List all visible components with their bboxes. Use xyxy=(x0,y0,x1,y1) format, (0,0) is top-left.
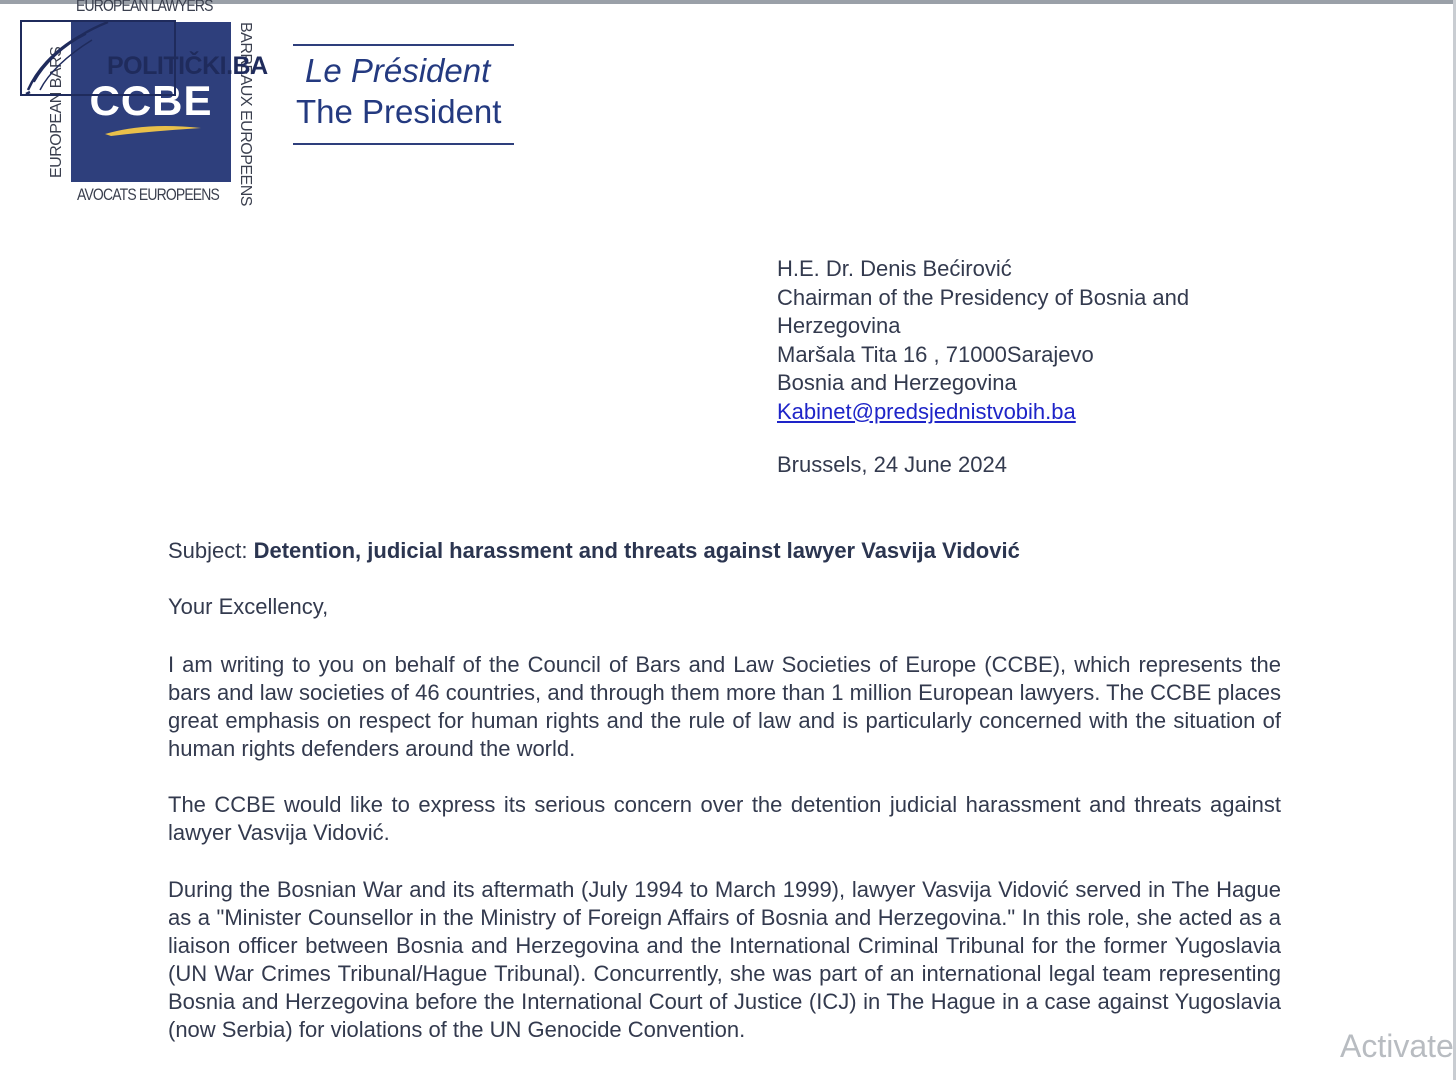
logo-ccbe-text: CCBE xyxy=(89,77,213,124)
recipient-address xyxy=(777,255,1189,426)
title-rule-top xyxy=(293,44,514,46)
president-title-fr: Le Président xyxy=(305,52,491,89)
salutation: Your Excellency, xyxy=(168,594,329,619)
paragraph-3: During the Bosnian War and its aftermath (July 1994 to March 1999), lawyer Vasvija Vidović served in The Hague as a "Minister Counsellor in the Ministry of Foreign Affairs of Bosnia and Herzegovina." In this role, she acted as a liaison officer between Bosnia and Herzegovina and the International Criminal Tribunal for the former Yugoslavia (UN War Crimes Tribunal/Hague Tribunal). Concurrently, she was part of an international legal team representing Bosnia and Herzegovina before the International Court of Justice (ICJ) in The Hague in a case against Yugoslavia (now Serbia) for violations of the UN Genocide Convention. xyxy=(168,877,1281,1042)
logo-bottom-text: AVOCATS EUROPEENS xyxy=(77,185,220,204)
logo-left-text: EUROPEAN BARS xyxy=(48,46,65,178)
watermark-text: POLITIČKI.BA xyxy=(107,52,268,80)
activate-windows-overlay: Activate xyxy=(1340,1028,1454,1064)
recipient-title-line1: Chairman of the Presidency of Bosnia and xyxy=(777,284,1190,310)
subject-text: Detention, judicial harassment and threats against lawyer Vasvija Vidović xyxy=(253,538,1020,563)
recipient-name: H.E. Dr. Denis Bećirović xyxy=(777,256,1012,281)
logo-top-text: EUROPEAN LAWYERS xyxy=(76,0,213,15)
title-rule-bottom xyxy=(293,143,514,145)
president-title-en: The President xyxy=(296,93,502,130)
recipient-country: Bosnia and Herzegovina xyxy=(777,370,1017,395)
letter-date: Brussels, 24 June 2024 xyxy=(777,452,1007,477)
paragraph-1: I am writing to you on behalf of the Council of Bars and Law Societies of Europe (CCBE), which represents the bars and law societies of 46 countries, and through them more than 1 million European lawyers. The CCBE places great emphasis on respect for human rights and the rule of law and is particularly concerned with the situation of human rights defenders around the world. xyxy=(168,652,1281,761)
recipient-title-line2: Herzegovina xyxy=(777,313,901,338)
paragraph-2: The CCBE would like to express its serious concern over the detention judicial harassment and threats against lawyer Vasvija Vidović. xyxy=(168,792,1281,845)
logo-right-text: BARREAUX EUROPEENS xyxy=(237,22,254,206)
recipient-email-link[interactable]: Kabinet@predsjednistvobih.ba xyxy=(777,398,1076,424)
recipient-street: Maršala Tita 16 , 71000Sarajevo xyxy=(777,341,1094,367)
logo-swoosh-icon xyxy=(103,122,203,138)
quill-icon xyxy=(22,20,112,96)
subject-line xyxy=(168,538,1020,564)
subject-label: Subject: xyxy=(168,538,254,563)
page-top-border xyxy=(0,0,1456,4)
